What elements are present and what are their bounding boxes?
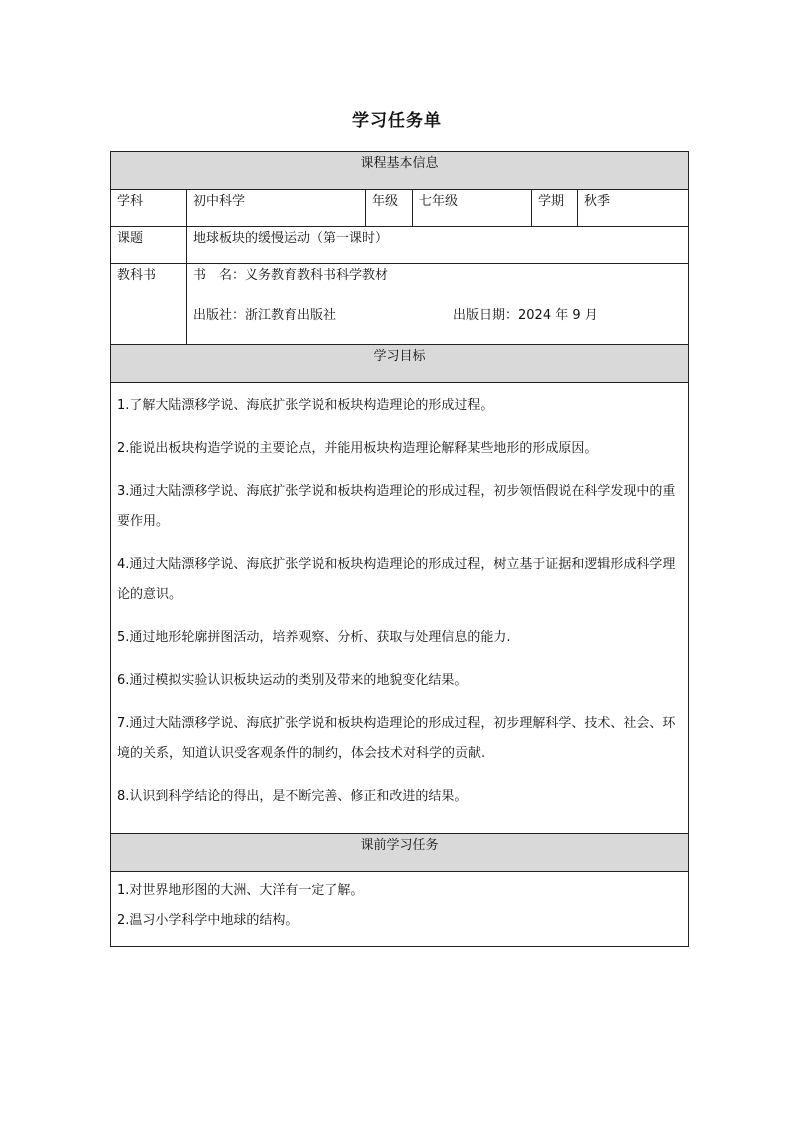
- objective-item: 5.通过地形轮廓拼图活动，培养观察、分析、获取与处理信息的能力.: [117, 630, 511, 645]
- objective-item: 6.通过模拟实验认识板块运动的类别及带来的地貌变化结果。: [117, 673, 468, 688]
- book-name: 书 名：义务教育教科书科学教材: [193, 268, 389, 283]
- term-value: 秋季: [578, 190, 689, 227]
- pre-tasks-row: [111, 872, 689, 947]
- textbook-details: [187, 264, 689, 345]
- topic-value: 地球板块的缓慢运动（第一课时）: [187, 227, 689, 264]
- course-info-header: 课程基本信息: [111, 152, 689, 190]
- task-sheet-table: [110, 151, 689, 947]
- objective-item: 1.了解大陆漂移学说、海底扩张学说和板块构造理论的形成过程。: [117, 398, 494, 413]
- objectives-row: [111, 383, 689, 834]
- publication-date: 出版日期：2024 年 9 月: [453, 308, 598, 323]
- objectives-list: [111, 383, 689, 834]
- objective-item: 4.通过大陆漂移学说、海底扩张学说和板块构造理论的形成过程，树立基于证据和逻辑形成科学理论的意识。: [117, 557, 676, 602]
- objective-item: 8.认识到科学结论的得出，是不断完善、修正和改进的结果。: [117, 789, 468, 804]
- topic-label: 课题: [111, 227, 187, 264]
- objectives-header-row: [111, 345, 689, 383]
- pre-tasks-list: [111, 872, 689, 947]
- publisher: 出版社：浙江教育出版社: [193, 308, 337, 323]
- textbook-row: [111, 264, 689, 345]
- subject-value: 初中科学: [187, 190, 366, 227]
- pre-tasks-header: 课前学习任务: [111, 834, 689, 872]
- topic-row: [111, 227, 689, 264]
- publisher-line: [193, 304, 682, 323]
- pre-tasks-header-row: [111, 834, 689, 872]
- course-info-header-row: [111, 152, 689, 190]
- objective-item: 2.能说出板块构造学说的主要论点，并能用板块构造理论解释某些地形的形成原因。: [117, 441, 598, 456]
- grade-label: 年级: [366, 190, 413, 227]
- document-title: 学习任务单: [352, 111, 442, 131]
- basic-info-row: [111, 190, 689, 227]
- grade-value: 七年级: [413, 190, 532, 227]
- objectives-header: 学习目标: [111, 345, 689, 383]
- pre-task-item: 1.对世界地形图的大洲、大洋有一定了解。: [117, 883, 364, 898]
- textbook-label: 教科书: [111, 264, 187, 345]
- subject-label: 学科: [111, 190, 187, 227]
- term-label: 学期: [532, 190, 578, 227]
- objective-item: 7.通过大陆漂移学说、海底扩张学说和板块构造理论的形成过程，初步理解科学、技术、社会、环境的关系，知道认识受客观条件的制约，体会技术对科学的贡献.: [117, 716, 676, 761]
- pre-task-item: 2.温习小学科学中地球的结构。: [117, 913, 299, 928]
- objective-item: 3.通过大陆漂移学说、海底扩张学说和板块构造理论的形成过程，初步领悟假说在科学发现中的重要作用。: [117, 484, 676, 529]
